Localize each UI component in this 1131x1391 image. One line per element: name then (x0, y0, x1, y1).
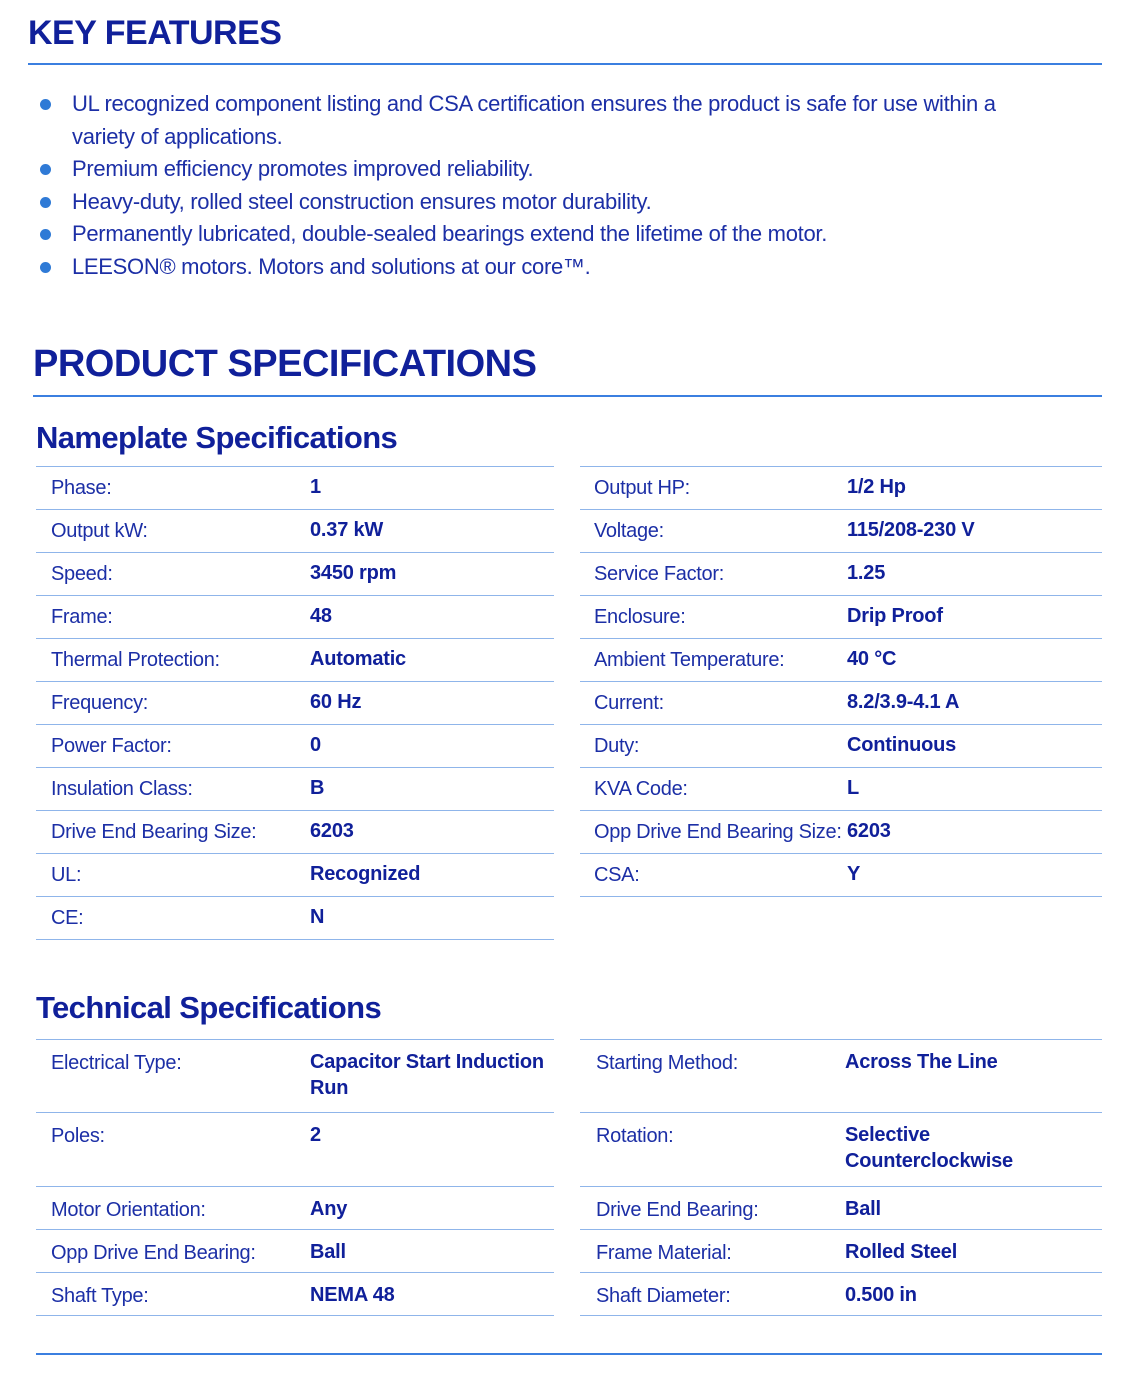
spec-row (580, 854, 1102, 897)
spec-row (36, 1230, 554, 1273)
feature-item: LEESON® motors. Motors and solutions at our core™. (38, 251, 1038, 284)
spec-label: Current: (594, 692, 664, 714)
spec-row (580, 725, 1102, 768)
spec-value: 0.37 kW (310, 519, 384, 541)
product-specifications-divider (33, 395, 1102, 397)
spec-label: Drive End Bearing: (596, 1199, 759, 1221)
spec-label: Voltage: (594, 520, 664, 542)
spec-row (580, 682, 1102, 725)
spec-label: Shaft Type: (51, 1285, 149, 1307)
spec-label: Shaft Diameter: (596, 1285, 731, 1307)
spec-row (36, 1273, 554, 1316)
spec-row (36, 1113, 554, 1187)
spec-row (36, 510, 554, 553)
spec-label: Frame: (51, 606, 113, 628)
bullet-icon (40, 99, 51, 110)
spec-row (36, 467, 554, 510)
spec-row (580, 1273, 1102, 1316)
spec-label: KVA Code: (594, 778, 688, 800)
nameplate-table-left (36, 466, 554, 940)
spec-value: Y (847, 863, 861, 885)
spec-row (36, 596, 554, 639)
spec-row (36, 725, 554, 768)
spec-row (36, 1187, 554, 1230)
spec-value: 48 (310, 605, 332, 627)
spec-label: Starting Method: (596, 1052, 738, 1074)
spec-value: 6203 (847, 820, 891, 842)
spec-label: CSA: (594, 864, 640, 886)
spec-row (36, 553, 554, 596)
spec-label: Opp Drive End Bearing Size: (594, 821, 842, 843)
bullet-icon (40, 262, 51, 273)
spec-label: Ambient Temperature: (594, 649, 785, 671)
spec-label: Drive End Bearing Size: (51, 821, 257, 843)
spec-row (580, 811, 1102, 854)
spec-label: Motor Orientation: (51, 1199, 206, 1221)
key-features-title: KEY FEATURES (28, 14, 282, 52)
spec-row (36, 682, 554, 725)
spec-value: 8.2/3.9-4.1 A (847, 691, 960, 713)
spec-value: Drip Proof (847, 605, 943, 627)
spec-value: Automatic (310, 648, 406, 670)
spec-value: 3450 rpm (310, 562, 397, 584)
bullet-icon (40, 229, 51, 240)
spec-label: Output HP: (594, 477, 690, 499)
spec-value: Ball (845, 1198, 881, 1220)
spec-row (580, 639, 1102, 682)
spec-label: Speed: (51, 563, 113, 585)
spec-value: Counterclockwise (845, 1150, 1013, 1172)
spec-row (580, 553, 1102, 596)
spec-row (36, 1040, 554, 1113)
spec-value: L (847, 777, 860, 799)
technical-table-right (580, 1039, 1102, 1316)
spec-label: Frame Material: (596, 1242, 732, 1264)
spec-value: 1/2 Hp (847, 476, 906, 498)
spec-label: CE: (51, 907, 84, 929)
key-features-list (38, 88, 1038, 283)
spec-value: 115/208-230 V (847, 519, 975, 541)
spec-value: Rolled Steel (845, 1241, 958, 1263)
spec-label: Rotation: (596, 1125, 674, 1147)
technical-specifications-title: Technical Specifications (36, 990, 382, 1025)
spec-label: Insulation Class: (51, 778, 193, 800)
spec-value: N (310, 906, 325, 928)
technical-table-left (36, 1039, 554, 1316)
spec-value: Recognized (310, 863, 421, 885)
spec-label: Frequency: (51, 692, 149, 714)
spec-label: Output kW: (51, 520, 148, 542)
key-features-divider (28, 63, 1102, 65)
spec-value: Capacitor Start Induction (310, 1051, 544, 1073)
feature-item: Premium efficiency promotes improved reliability. (38, 153, 1038, 186)
spec-label: Service Factor: (594, 563, 724, 585)
spec-label: Power Factor: (51, 735, 172, 757)
spec-label: Poles: (51, 1125, 105, 1147)
spec-value: B (310, 777, 325, 799)
spec-value: NEMA 48 (310, 1284, 395, 1306)
spec-row (580, 768, 1102, 811)
spec-value: 0.500 in (845, 1284, 917, 1306)
spec-row (36, 897, 554, 940)
spec-value: 40 °C (847, 648, 897, 670)
spec-value: Across The Line (845, 1051, 998, 1073)
spec-value: 1 (310, 476, 321, 498)
spec-value: 60 Hz (310, 691, 362, 713)
spec-value: 6203 (310, 820, 354, 842)
spec-row (580, 596, 1102, 639)
spec-value: 2 (310, 1124, 321, 1146)
spec-value: Selective (845, 1124, 930, 1146)
bullet-icon (40, 197, 51, 208)
spec-row (580, 467, 1102, 510)
spec-row (36, 811, 554, 854)
bullet-icon (40, 164, 51, 175)
nameplate-table-right (580, 466, 1102, 897)
spec-label: UL: (51, 864, 82, 886)
spec-row (580, 1113, 1102, 1187)
spec-value: Ball (310, 1241, 346, 1263)
spec-value: Run (310, 1077, 349, 1099)
spec-row (580, 1230, 1102, 1273)
spec-value: 0 (310, 734, 321, 756)
spec-row (580, 510, 1102, 553)
spec-label: Thermal Protection: (51, 649, 220, 671)
spec-label: Duty: (594, 735, 640, 757)
spec-label: Electrical Type: (51, 1052, 182, 1074)
bottom-divider (36, 1353, 1102, 1355)
spec-row (580, 1187, 1102, 1230)
spec-value: Continuous (847, 734, 957, 756)
feature-item: UL recognized component listing and CSA certification ensures the product is safe for use within a variety of applications. (38, 88, 1038, 153)
feature-item: Permanently lubricated, double-sealed bearings extend the lifetime of the motor. (38, 218, 1038, 251)
nameplate-specifications-title: Nameplate Specifications (36, 420, 398, 455)
spec-row (580, 1040, 1102, 1113)
product-specifications-title: PRODUCT SPECIFICATIONS (33, 343, 537, 385)
spec-row (36, 768, 554, 811)
spec-value: 1.25 (847, 562, 886, 584)
spec-label: Enclosure: (594, 606, 686, 628)
spec-row (36, 854, 554, 897)
spec-value: Any (310, 1198, 348, 1220)
spec-label: Opp Drive End Bearing: (51, 1242, 256, 1264)
spec-label: Phase: (51, 477, 112, 499)
spec-row (36, 639, 554, 682)
feature-item: Heavy-duty, rolled steel construction ensures motor durability. (38, 186, 1038, 219)
